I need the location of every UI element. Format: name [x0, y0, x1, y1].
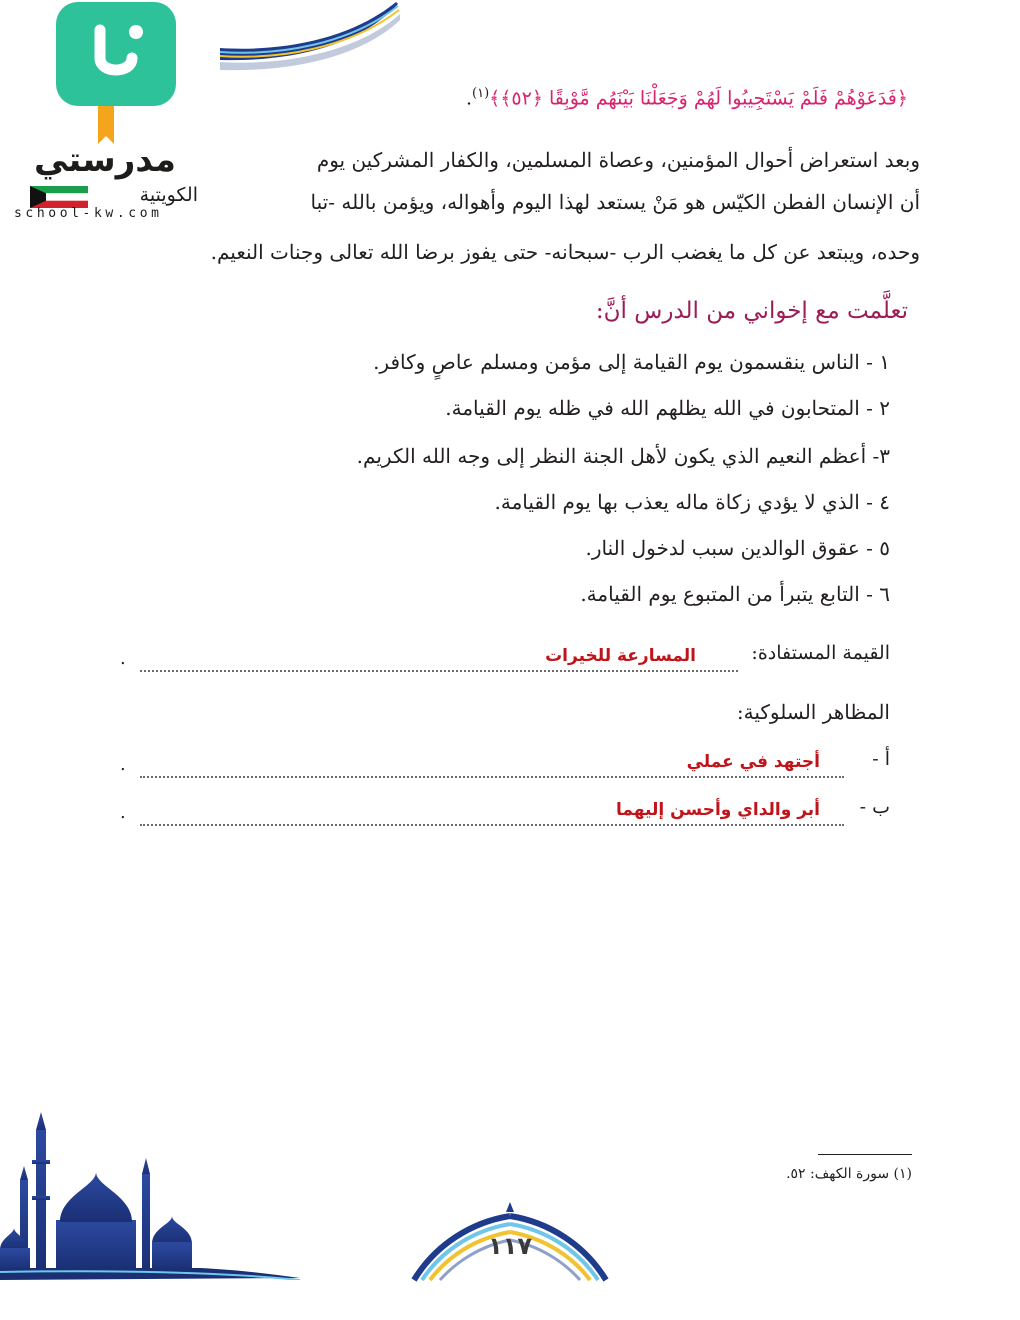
behavior-end-a: .	[120, 754, 126, 775]
quran-verse	[248, 86, 908, 109]
learned-item: ٣- أعظم النعيم الذي يكون لأهل الجنة النظر إلى وجه الله الكريم.	[356, 444, 890, 468]
kuwait-flag-icon	[30, 186, 88, 208]
behavior-end-b: .	[120, 802, 126, 823]
logo-tile	[56, 2, 176, 106]
learned-item: ٤ - الذي لا يؤدي زكاة ماله يعذب بها يوم القيامة.	[494, 490, 890, 514]
page-number: ١١٧	[488, 1232, 532, 1260]
logo-subtitle: الكويتية	[139, 184, 198, 206]
value-end: .	[120, 648, 126, 669]
site-logo	[0, 0, 230, 230]
learned-item: ٦ - التابع يتبرأ من المتبوع يوم القيامة.	[580, 582, 890, 606]
behavior-dotted-line-b	[140, 824, 844, 826]
behavior-label-b: ب -	[859, 796, 890, 818]
value-dotted-line	[140, 670, 738, 672]
logo-name: مدرستي	[34, 140, 176, 180]
behavior-row-b	[120, 796, 890, 830]
value-answer[interactable]: المسارعة للخيرات	[545, 646, 696, 666]
paragraph-line-1: وبعد استعراض أحوال المؤمنين، وعصاة المسلمين، والكفار المشركين يوم	[316, 148, 920, 172]
learned-heading: تعلَّمت مع إخواني من الدرس أنَّ:	[595, 298, 908, 324]
behavior-row-a	[120, 748, 890, 782]
value-label: القيمة المستفادة:	[751, 642, 890, 664]
behavior-answer-b[interactable]: أبر والداي وأحسن إليهما	[616, 800, 820, 820]
verse-end: .	[465, 87, 472, 110]
footnote-rule	[818, 1154, 912, 1155]
paragraph-line-3: وحده، ويبتعد عن كل ما يغضب الرب -سبحانه- حتى يفوز برضا الله تعالى وجنات النعيم.	[210, 240, 920, 264]
top-swoosh-ornament	[220, 0, 400, 72]
value-row	[120, 642, 890, 676]
logo-url: school-kw.com	[14, 206, 163, 221]
paragraph-line-2: أن الإنسان الفطن الكيّس هو مَنْ يستعد لهذا اليوم وأهواله، ويؤمن بالله -تبا	[310, 190, 920, 214]
behavior-dotted-line-a	[140, 776, 844, 778]
footnote: (١) سورة الكهف: ٥٢.	[786, 1166, 912, 1182]
mosque-silhouette-icon	[0, 1110, 300, 1280]
smile-icon	[56, 2, 176, 106]
learned-item: ٢ - المتحابون في الله يظلهم الله في ظله يوم القيامة.	[445, 396, 890, 420]
behavior-answer-a[interactable]: أجتهد في عملي	[686, 752, 820, 772]
learned-item: ١ - الناس ينقسمون يوم القيامة إلى مؤمن ومسلم عاصٍ وكافر.	[373, 350, 890, 374]
bookmark-icon	[98, 106, 114, 136]
learned-item: ٥ - عقوق الوالدين سبب لدخول النار.	[585, 536, 890, 560]
behavior-label-a: أ -	[872, 748, 890, 770]
verse-text: ﴿فَدَعَوْهُمْ فَلَمْ يَسْتَجِيبُوا لَهُمْ وَجَعَلْنَا بَيْنَهُم مَّوْبِقًا ﴿٥٢﴾﴾	[489, 87, 908, 110]
verse-footnote-ref: (١)	[472, 86, 490, 101]
behaviors-title: المظاهر السلوكية:	[736, 700, 890, 724]
